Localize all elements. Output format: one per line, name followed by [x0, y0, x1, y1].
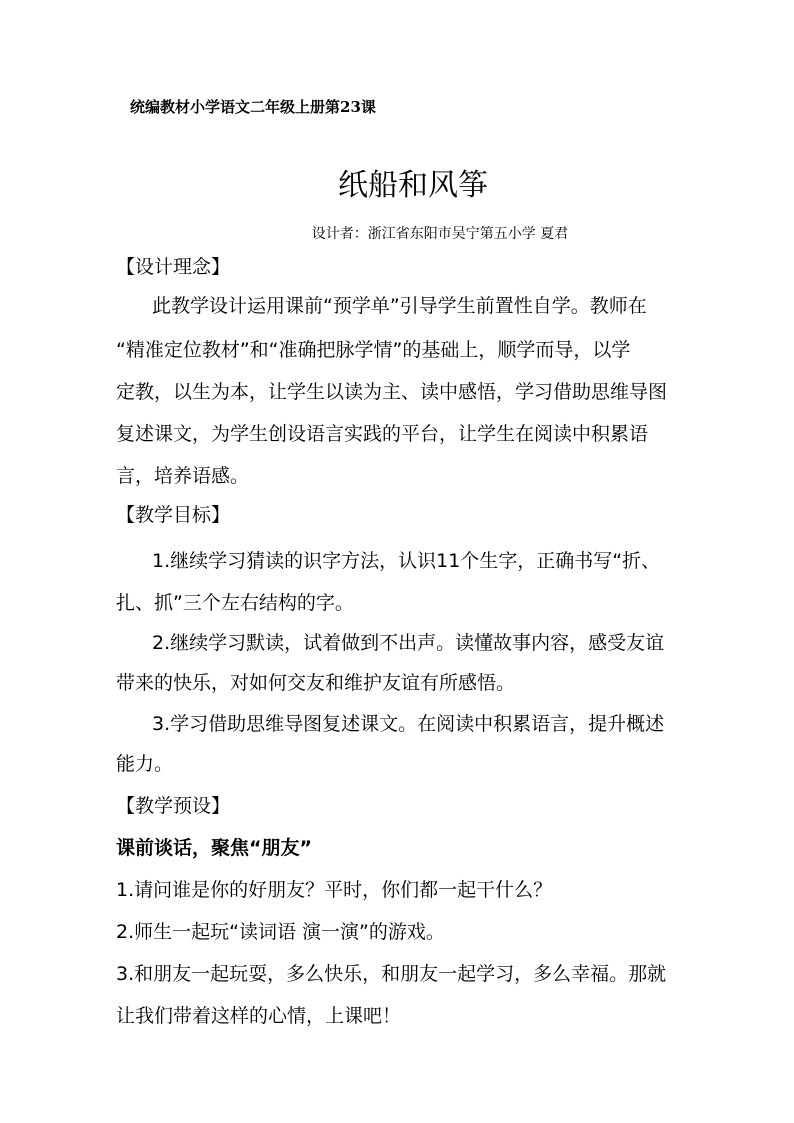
plan-line: 3.和朋友一起玩耍，多么快乐，和朋友一起学习，多么幸福。那就 — [116, 963, 667, 985]
goal-line: 1.继续学习猜读的识字方法，认识11个生字，正确书写“折、 — [152, 550, 661, 572]
concept-line: 此教学设计运用课前“预学单”引导学生前置性自学。教师在 — [152, 295, 647, 317]
section-heading-goals: 【教学目标】 — [116, 504, 231, 526]
concept-line: 定教，以生为本，让学生以读为主、读中感悟，学习借助思维导图 — [116, 381, 668, 403]
goal-line: 扎、抓”三个左右结构的字。 — [116, 592, 354, 614]
section-heading-concept: 【设计理念】 — [116, 256, 231, 278]
goal-line: 带来的快乐，对如何交友和维护友谊有所感悟。 — [116, 672, 516, 694]
plan-line: 让我们带着这样的心情，上课吧！ — [116, 1005, 402, 1027]
plan-subheading: 课前谈话，聚焦“朋友” — [116, 837, 312, 859]
plan-line: 1.请问谁是你的好朋友？平时，你们都一起干什么？ — [116, 879, 553, 901]
concept-line: 复述课文，为学生创设语言实践的平台，让学生在阅读中积累语 — [116, 423, 649, 445]
plan-line: 2.师生一起玩“读词语 演一演”的游戏。 — [116, 921, 445, 943]
goal-line: 2.继续学习默读，试着做到不出声。读懂故事内容，感受友谊 — [152, 632, 665, 654]
page-title: 纸船和风筝 — [338, 168, 488, 203]
designer-credit: 设计者：浙江省东阳市吴宁第五小学 夏君 — [311, 226, 569, 242]
concept-line: 言，培养语感。 — [116, 465, 250, 487]
concept-line: “精准定位教材”和“准确把脉学情”的基础上，顺学而导，以学 — [116, 339, 631, 361]
series-label: 统编教材小学语文二年级上册第23课 — [130, 98, 376, 116]
goal-line: 能力。 — [116, 753, 174, 775]
goal-line: 3.学习借助思维导图复述课文。在阅读中积累语言，提升概述 — [152, 713, 665, 735]
section-heading-plan: 【教学预设】 — [116, 795, 231, 817]
